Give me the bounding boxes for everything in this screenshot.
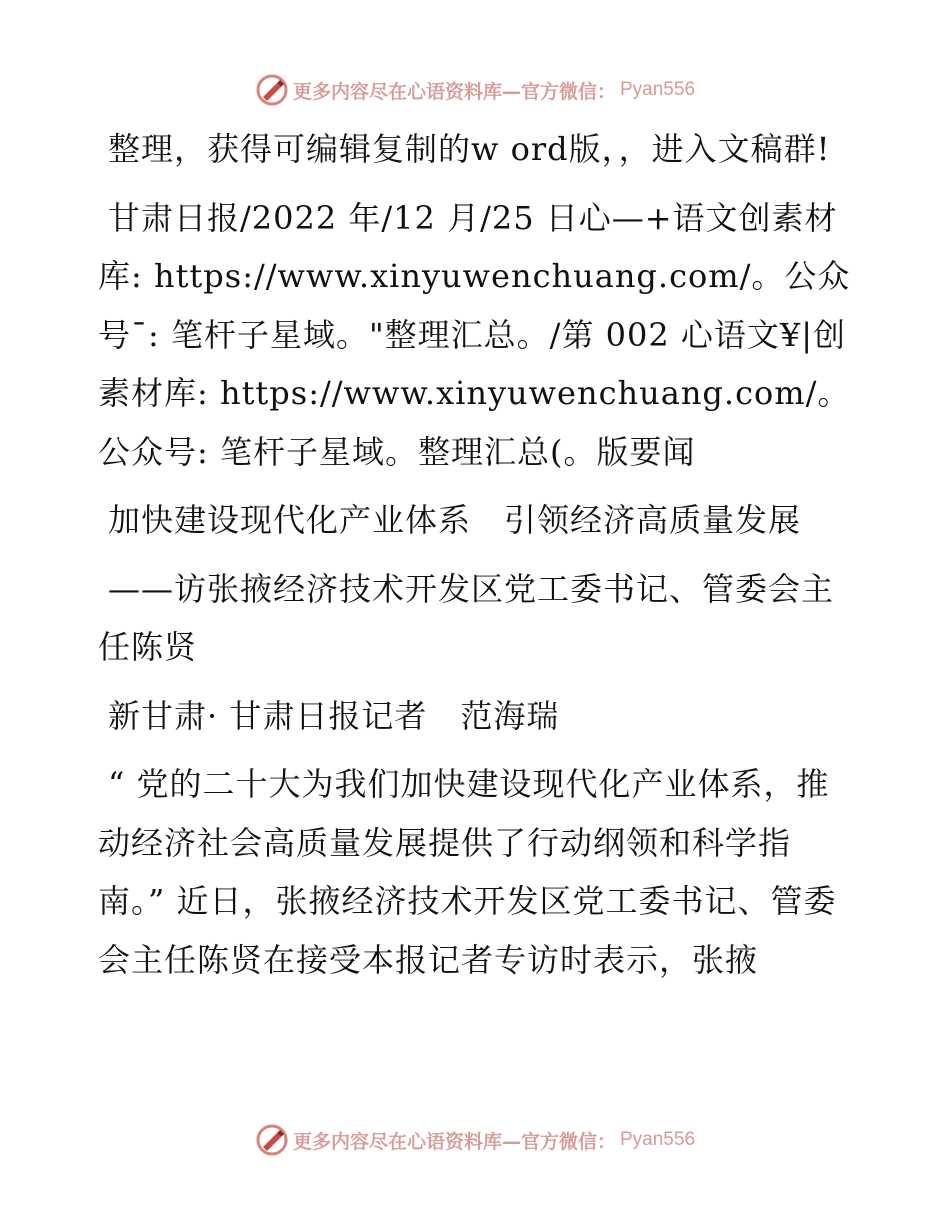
footer-watermark-banner: [0, 1120, 950, 1160]
byline: 新甘肃· 甘肃日报记者 范海瑞: [108, 696, 560, 735]
paragraph-body: “ 党的二十大为我们加快建设现代化产业体系，推动经济社会高质量发展提供了行动纲领和科学指南。” 近日，张掖经济技术开发区党工委书记、管委会主任陈贤在接受本报记者专访时表示，张掖: [98, 765, 837, 979]
banner-text: 更多内容尽在心语资料库—官方微信：: [292, 1130, 616, 1153]
banner-text: 更多内容尽在心语资料库—官方微信：: [292, 80, 616, 103]
pen-logo-icon: [255, 73, 289, 107]
header-watermark-banner: [0, 70, 950, 110]
document-body: [98, 120, 858, 999]
article-title: 加快建设现代化产业体系 引领经济高质量发展: [108, 501, 802, 539]
paragraph-source: 甘肃日报/2022 年/12 月/25 日心—+语文创素材库: https://www.xinyuwenchuang.com/。公众号¯: 笔杆子星域。"整理汇总。/第 002 心语文¥|创素材库: https://www.xinyuwenchuang.com/。公众号: 笔杆子星域。整理汇总(。版要闻: [98, 198, 851, 471]
banner-handle: Pyan556: [620, 1129, 696, 1150]
article-subtitle: ——访张掖经济技术开发区党工委书记、管委会主任陈贤: [98, 569, 835, 666]
banner-handle: Pyan556: [620, 79, 696, 100]
pen-logo-icon: [255, 1123, 289, 1157]
paragraph-intro: 整理，获得可编辑复制的w ord版，，进入文稿群!: [108, 130, 831, 168]
